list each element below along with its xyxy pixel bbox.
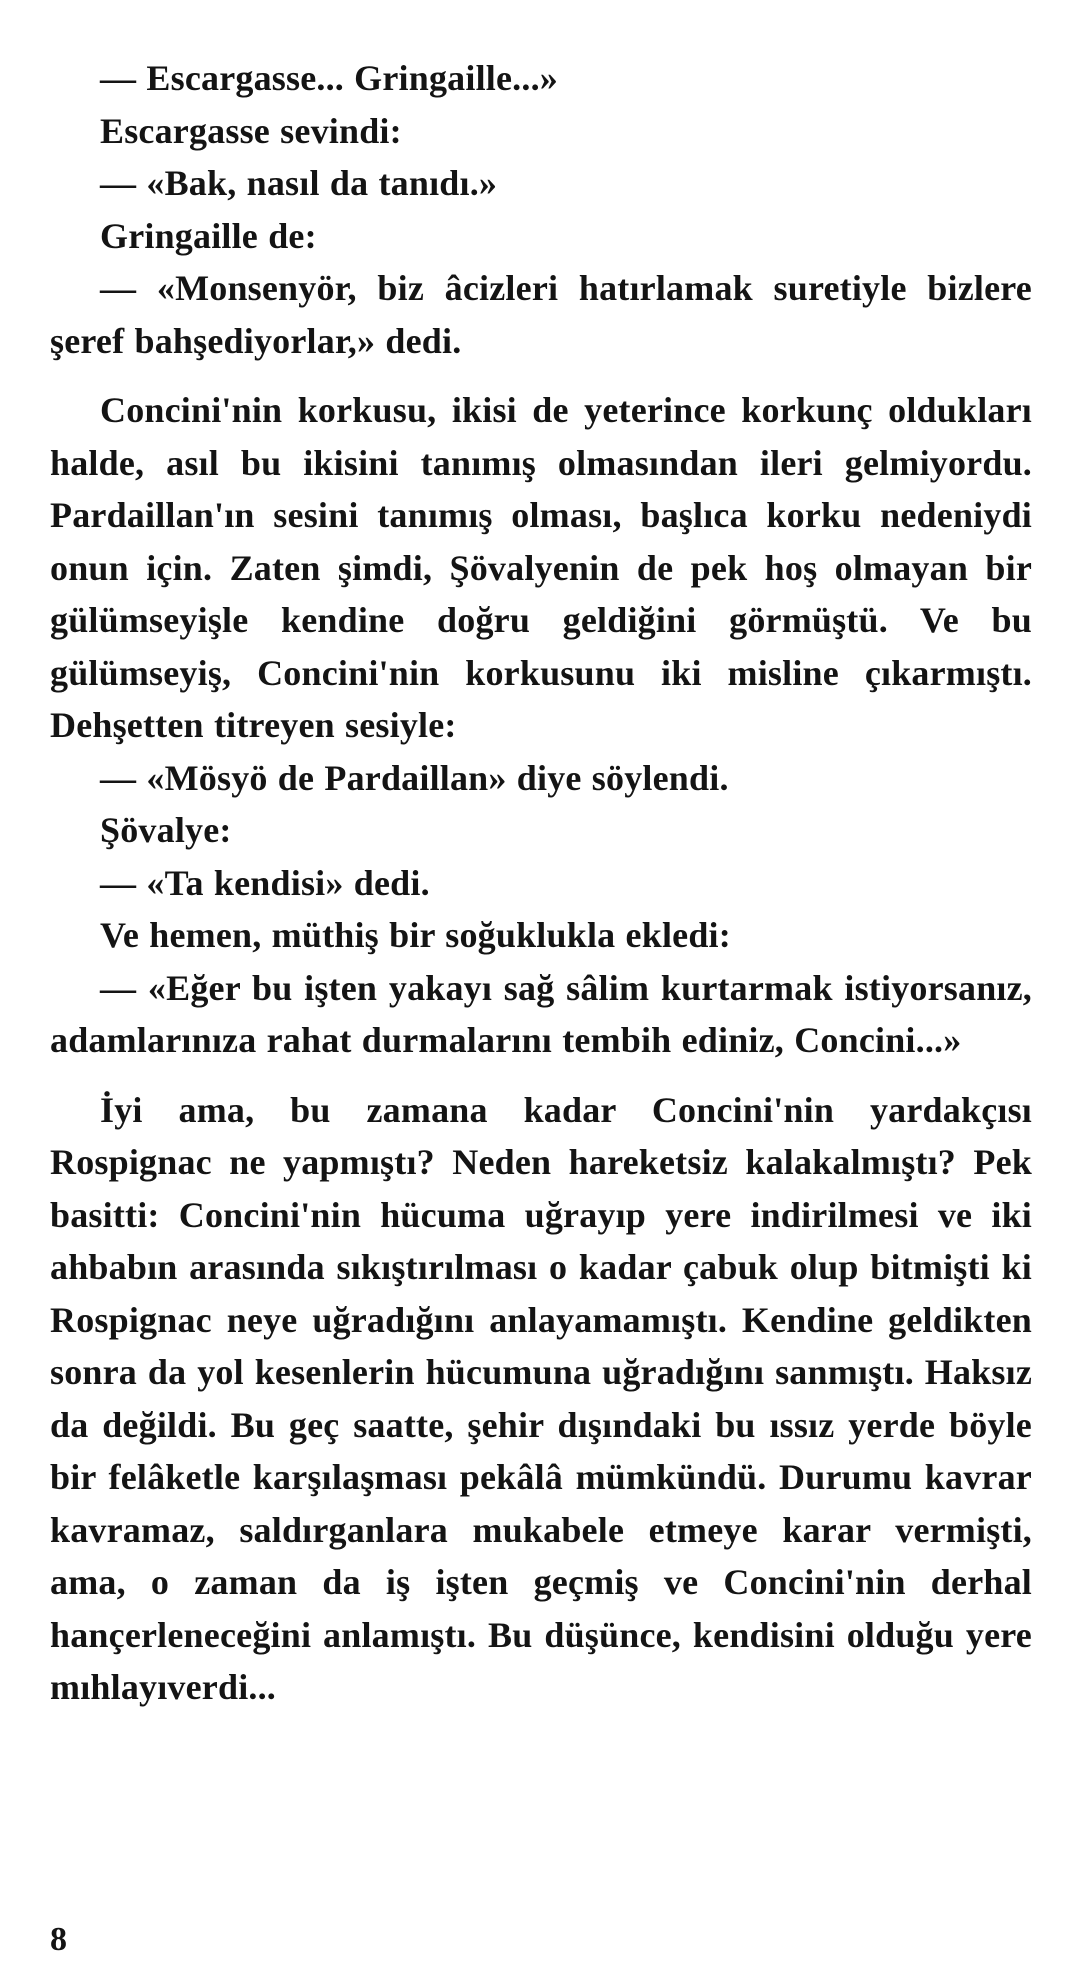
dialogue-line: — «Eğer bu işten yakayı sağ sâlim kurtarmak istiyorsanız, adamlarınıza rahat durmalarını tembih ediniz, Concini...» — [50, 967, 1032, 1060]
dialogue-line: — «Ta kendisi» dedi. — [100, 862, 430, 903]
body-paragraph: İyi ama, bu zamana kadar Concini'nin yardakçısı Rospignac ne yapmıştı? Neden hareketsiz kalakalmıştı? Pek basitti: Concini'nin hücuma uğrayıp yere indirilmesi ve iki ahbabın arasında sıkıştırılması o kadar çabuk olup bitmişti ki Rospignac neye uğradığını anlayamamıştı. Kendine geldikten sonra da yol kesenlerin hücumuna uğradığını sanmıştı. Haksız da değildi. Bu geç saatte, şehir dışındaki bu ıssız yerde böyle bir felâketle karşılaşması pekâlâ mümkündü. Durumu kavrar kavramaz, saldırganlara mukabele etmeye karar vermişti, ama, o zaman da iş işten geçmiş ve Concini'nin derhal hançerleneceğini anlamıştı. Bu düşünce, kendisini olduğu yere mıhlayıverdi... — [50, 1089, 1032, 1707]
body-paragraph: Concini'nin korkusu, ikisi de yeterince korkunç oldukları halde, asıl bu ikisini tanımış olmasından ileri gelmiyordu. Pardaillan'ın sesini tanımış olması, başlıca korku nedeniydi onun için. Zaten şimdi, Şövalyenin de pek hoş olmayan bir gülümseyişle kendine doğru geldiğini görmüştü. Ve bu gülümseyiş, Concini'nin korkusunu iki misline çıkarmıştı. Dehşetten titreyen sesiyle: — [50, 390, 1032, 745]
narration-line: Escargasse sevindi: — [100, 110, 402, 151]
dialogue-line: — «Bak, nasıl da tanıdı.» — [100, 163, 498, 203]
narration-line: Ve hemen, müthiş bir soğuklukla ekledi: — [100, 915, 731, 955]
narration-line: Gringaille de: — [100, 215, 317, 256]
dialogue-line: — «Monsenyör, biz âcizleri hatırlamak suretiyle bizlere şeref bahşediyorlar,» dedi. — [50, 268, 1032, 361]
narration-line: Şövalye: — [100, 810, 232, 850]
dialogue-line: — Escargasse... Gringaille...» — [100, 58, 558, 98]
book-page-text — [50, 52, 1032, 1714]
dialogue-line: — «Mösyö de Pardaillan» diye söylendi. — [100, 757, 729, 798]
page-number: 8 — [50, 1921, 67, 1958]
